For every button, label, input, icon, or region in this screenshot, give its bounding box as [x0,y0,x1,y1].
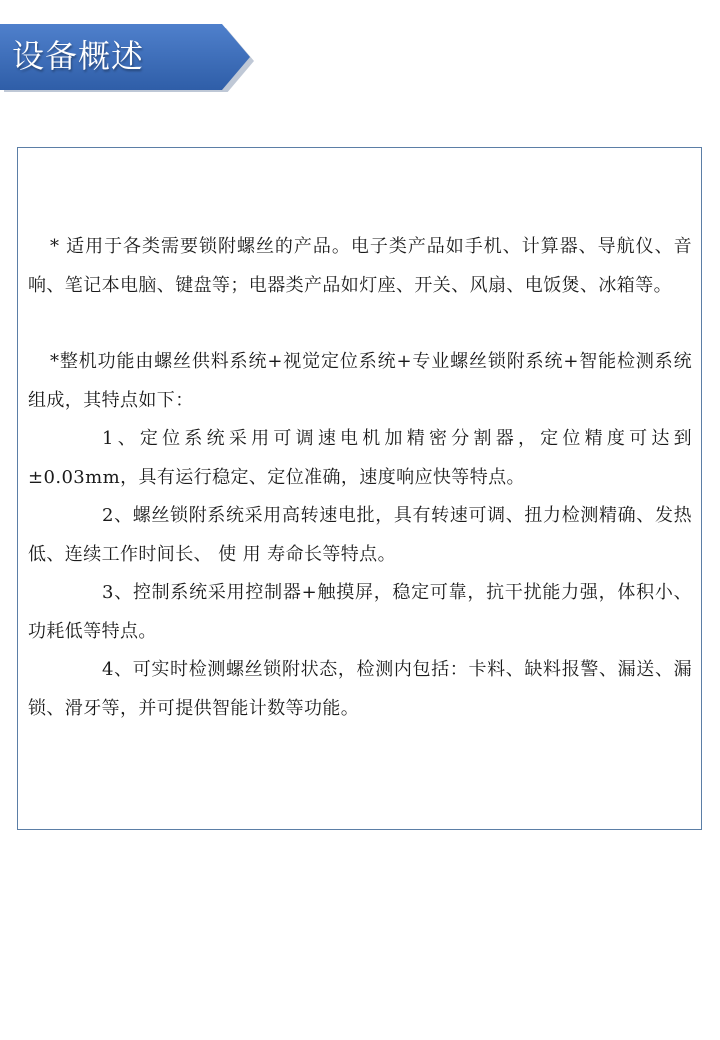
features-intro-paragraph: *整机功能由螺丝供料系统+视觉定位系统+专业螺丝锁附系统+智能检测系统组成，其特点如下： [28,351,692,411]
section-header-banner [0,22,258,92]
feature-item-3: 3、控制系统采用控制器+触摸屏，稳定可靠，抗干扰能力强，体积小、功耗低等特点。 [28,582,692,642]
overview-text [28,228,692,728]
feature-item-4: 4、可实时检测螺丝锁附状态，检测内包括：卡料、缺料报警、漏送、漏锁、滑牙等，并可提供智能计数等功能。 [28,659,692,719]
feature-item-1: 1、定位系统采用可调速电机加精密分割器，定位精度可达到±0.03mm，具有运行稳定、定位准确，速度响应快等特点。 [28,428,692,488]
overview-content-box [17,147,702,830]
feature-item-2: 2、螺丝锁附系统采用高转速电批，具有转速可调、扭力检测精确、发热低、连续工作时间长、 使 用 寿命长等特点。 [28,505,692,565]
intro-paragraph: * 适用于各类需要锁附螺丝的产品。电子类产品如手机、计算器、导航仪、音响、笔记本电脑、键盘等；电器类产品如灯座、开关、风扇、电饭煲、冰箱等。 [28,236,692,296]
section-title: 设备概述 [12,37,145,75]
